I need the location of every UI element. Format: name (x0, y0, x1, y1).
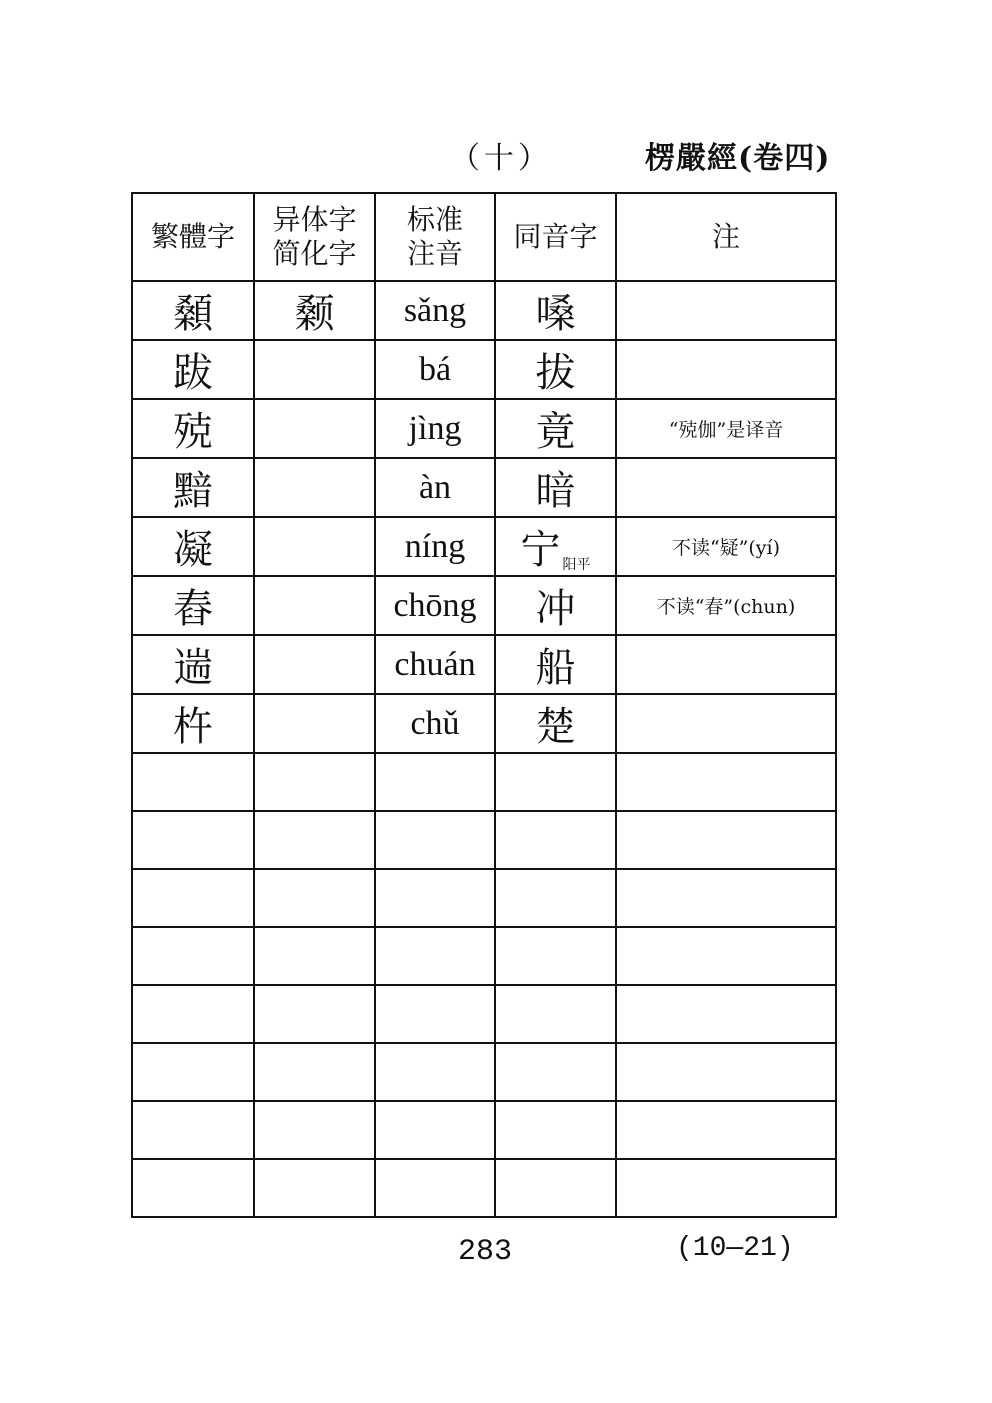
section-number: （十） (450, 141, 552, 176)
pinyin: àn (375, 458, 495, 517)
homophone-cell (495, 399, 616, 458)
homophone-char: 楚 (535, 704, 576, 750)
variant-char (254, 576, 375, 635)
empty-row (132, 869, 836, 927)
variant-char: 颡 (254, 281, 375, 340)
header-pinyin-line2: 注音 (406, 237, 463, 270)
empty-cell (375, 927, 495, 985)
empty-cell (132, 1043, 254, 1101)
empty-cell (495, 927, 616, 985)
pinyin: chuán (375, 635, 495, 694)
empty-cell (254, 985, 375, 1043)
page-number: 283 (458, 1235, 513, 1269)
header-variant (254, 193, 375, 281)
note-cell (616, 340, 836, 399)
table-row (132, 281, 836, 340)
empty-cell (375, 811, 495, 869)
empty-cell (375, 1043, 495, 1101)
empty-cell (254, 927, 375, 985)
table-row (132, 694, 836, 753)
traditional-char: 顙 (132, 281, 254, 340)
book-title: 楞嚴經(卷四) (645, 141, 831, 176)
empty-cell (495, 811, 616, 869)
empty-cell (132, 869, 254, 927)
table-row (132, 635, 836, 694)
empty-cell (375, 1101, 495, 1159)
empty-row (132, 1101, 836, 1159)
traditional-char: 黯 (132, 458, 254, 517)
empty-cell (375, 985, 495, 1043)
variant-char (254, 340, 375, 399)
traditional-char: 舂 (132, 576, 254, 635)
empty-cell (616, 869, 836, 927)
empty-cell (254, 869, 375, 927)
empty-cell (495, 869, 616, 927)
traditional-char: 杵 (132, 694, 254, 753)
empty-cell (132, 753, 254, 811)
homophone-cell (495, 458, 616, 517)
empty-cell (375, 1159, 495, 1217)
pinyin: chōng (375, 576, 495, 635)
note-cell: “殑伽”是译音 (616, 399, 836, 458)
empty-cell (616, 811, 836, 869)
empty-cell (132, 985, 254, 1043)
header-pinyin-line1: 标准 (406, 203, 463, 236)
homophone-char: 宁 (520, 527, 561, 573)
table-row (132, 517, 836, 576)
traditional-char: 跋 (132, 340, 254, 399)
empty-cell (132, 811, 254, 869)
empty-cell (495, 985, 616, 1043)
empty-row (132, 753, 836, 811)
empty-cell (254, 811, 375, 869)
traditional-char: 凝 (132, 517, 254, 576)
table-header-row (132, 193, 836, 281)
homophone-char: 嗓 (535, 291, 576, 337)
homophone-cell (495, 635, 616, 694)
empty-cell (254, 1159, 375, 1217)
empty-cell (495, 1101, 616, 1159)
table-row (132, 399, 836, 458)
empty-row (132, 927, 836, 985)
empty-cell (132, 1101, 254, 1159)
empty-row (132, 1159, 836, 1217)
homophone-cell (495, 694, 616, 753)
homophone-char: 拔 (535, 350, 576, 396)
empty-cell (254, 753, 375, 811)
variant-char (254, 458, 375, 517)
empty-cell (254, 1043, 375, 1101)
empty-cell (616, 1043, 836, 1101)
empty-row (132, 1043, 836, 1101)
empty-cell (616, 753, 836, 811)
table-row (132, 340, 836, 399)
variant-char (254, 694, 375, 753)
empty-cell (495, 1159, 616, 1217)
page-reference: (10—21) (676, 1233, 794, 1264)
empty-cell (495, 753, 616, 811)
header-pinyin (375, 193, 495, 281)
traditional-char: 遄 (132, 635, 254, 694)
homophone-cell (495, 576, 616, 635)
note-cell (616, 458, 836, 517)
tone-note: 阳平 (562, 557, 591, 573)
empty-row (132, 985, 836, 1043)
pinyin: sǎng (375, 281, 495, 340)
variant-char (254, 635, 375, 694)
empty-cell (254, 1101, 375, 1159)
homophone-char: 暗 (535, 468, 576, 514)
empty-cell (616, 985, 836, 1043)
empty-cell (132, 1159, 254, 1217)
pinyin: chǔ (375, 694, 495, 753)
table-row (132, 458, 836, 517)
note-cell: 不读“疑”(yí) (616, 517, 836, 576)
empty-row (132, 811, 836, 869)
table-row (132, 576, 836, 635)
pinyin: níng (375, 517, 495, 576)
homophone-char: 竟 (535, 409, 576, 455)
header-variant-line1: 异体字 (272, 203, 357, 236)
homophone-char: 冲 (535, 586, 576, 632)
homophone-char: 船 (535, 645, 576, 691)
empty-cell (495, 1043, 616, 1101)
header-traditional: 繁體字 (132, 193, 254, 281)
variant-char (254, 399, 375, 458)
pinyin: bá (375, 340, 495, 399)
header-homophone: 同音字 (495, 193, 616, 281)
homophone-cell (495, 281, 616, 340)
homophone-cell (495, 517, 616, 576)
note-cell (616, 635, 836, 694)
empty-cell (616, 1101, 836, 1159)
empty-cell (132, 927, 254, 985)
variant-char (254, 517, 375, 576)
homophone-cell (495, 340, 616, 399)
empty-cell (375, 869, 495, 927)
header-variant-line2: 简化字 (272, 237, 357, 270)
note-cell (616, 281, 836, 340)
traditional-char: 殑 (132, 399, 254, 458)
header-note: 注 (616, 193, 836, 281)
note-cell (616, 694, 836, 753)
empty-cell (616, 1159, 836, 1217)
empty-cell (375, 753, 495, 811)
pinyin: jìng (375, 399, 495, 458)
note-cell: 不读“春”(chun) (616, 576, 836, 635)
character-table (131, 192, 837, 1218)
empty-cell (616, 927, 836, 985)
